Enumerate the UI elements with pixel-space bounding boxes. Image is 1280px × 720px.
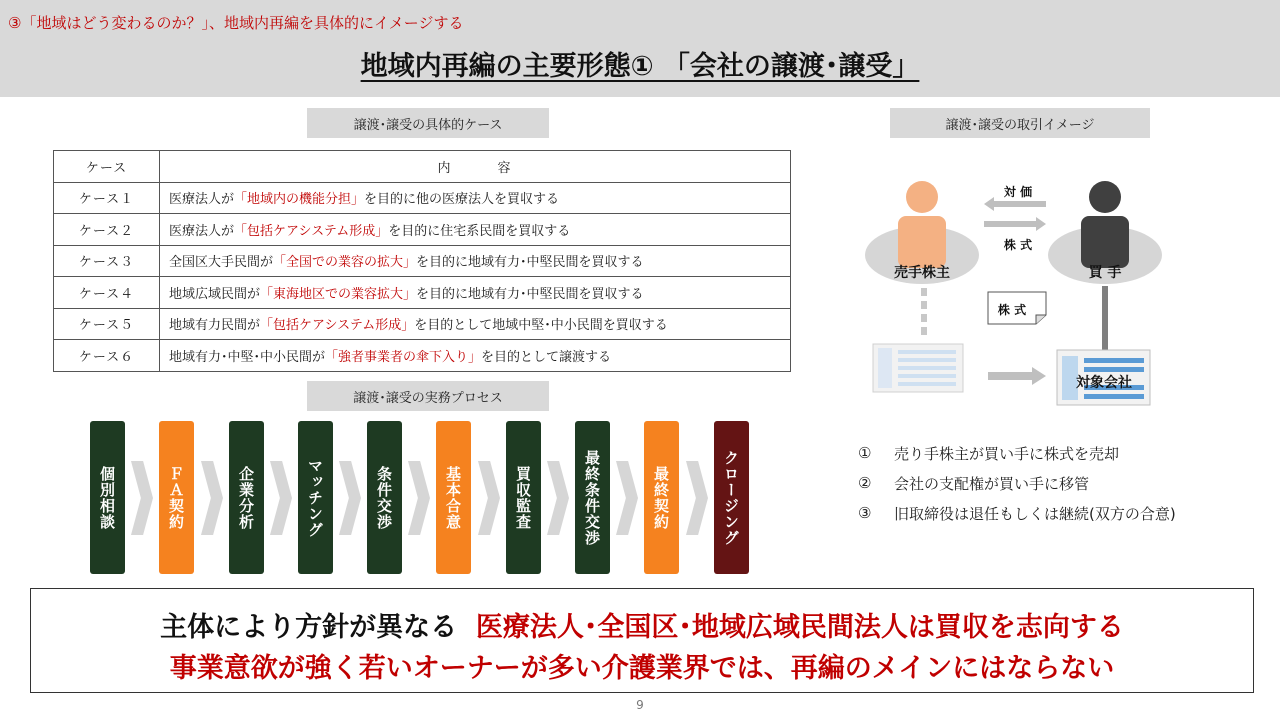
list-item <box>858 438 1176 468</box>
case-label: ケース２ <box>54 214 160 246</box>
case-label: ケース５ <box>54 308 160 340</box>
case-purpose: 「強者事業者の傘下入り」 <box>325 349 482 365</box>
case-content <box>160 245 791 277</box>
process-chevron-icon <box>547 461 569 535</box>
slide-title <box>0 44 1280 83</box>
case-action: を目的に他の医療法人を買収する <box>364 192 560 208</box>
process-step: ＦＡ契約 <box>159 421 194 574</box>
column-header-content: 内 容 <box>160 151 791 183</box>
shares-arrow-icon <box>984 217 1046 231</box>
transaction-diagram <box>850 160 1180 430</box>
target-company-label: 対象会社 <box>1076 375 1132 391</box>
process-chevron-icon <box>408 461 430 535</box>
share-certificate-label: 株 式 <box>997 303 1027 317</box>
process-step: 基本合意 <box>436 421 471 574</box>
transaction-steps-list <box>858 438 1176 528</box>
cases-section-label: 譲渡･譲受の具体的ケース <box>307 108 549 138</box>
process-step: 条件交渉 <box>367 421 402 574</box>
case-purpose: 「包括ケアシステム形成」 <box>260 318 415 334</box>
consideration-arrow-icon <box>984 197 1046 211</box>
case-label: ケース１ <box>54 182 160 214</box>
buyer-ownership-line <box>1102 286 1108 354</box>
case-content <box>160 182 791 214</box>
process-chevron-icon <box>131 461 153 535</box>
table-row <box>54 245 791 277</box>
shares-arrow-label: 株 式 <box>1003 238 1033 252</box>
header-band <box>0 0 1280 97</box>
case-content <box>160 277 791 309</box>
process-step: マッチング <box>298 421 333 574</box>
process-step: 買収監査 <box>506 421 541 574</box>
table-row <box>54 182 791 214</box>
table-row <box>54 277 791 309</box>
conclusion-black-text: 主体により方針が異なる <box>160 612 458 643</box>
buyer-body-icon <box>1081 216 1129 268</box>
case-content <box>160 214 791 246</box>
list-item-number: ② <box>858 474 872 492</box>
conclusion-line-1 <box>31 605 1253 644</box>
seller-label: 売手株主 <box>894 265 950 281</box>
table-row <box>54 214 791 246</box>
process-step: 個別相談 <box>90 421 125 574</box>
process-step: 最終条件交渉 <box>575 421 610 574</box>
list-item-number: ① <box>858 444 872 462</box>
list-item-text: 会社の支配権が買い手に移管 <box>894 474 1090 493</box>
case-purpose: 「東海地区での業容拡大」 <box>260 286 417 302</box>
seller-head-icon <box>906 181 938 213</box>
case-action: を目的に地域有力･中堅民間を買収する <box>416 286 644 302</box>
process-step: クロージング <box>714 421 749 574</box>
seller-body-icon <box>898 216 946 268</box>
transaction-section-label: 譲渡･譲受の取引イメージ <box>890 108 1150 138</box>
conclusion-box <box>30 588 1254 693</box>
process-step: 最終契約 <box>644 421 679 574</box>
list-item <box>858 498 1176 528</box>
process-chevron-icon <box>616 461 638 535</box>
case-label: ケース４ <box>54 277 160 309</box>
transfer-arrow-icon <box>988 367 1046 385</box>
table-row <box>54 308 791 340</box>
cases-table <box>53 150 791 372</box>
case-subject: 地域広域民間が <box>169 286 261 302</box>
case-action: を目的に住宅系民間を買収する <box>388 223 571 239</box>
case-subject: 地域有力民間が <box>169 318 261 334</box>
process-section-label: 譲渡･譲受の実務プロセス <box>307 381 549 411</box>
case-subject: 医療法人が <box>169 192 235 208</box>
former-company-building-icon <box>873 344 963 392</box>
case-content <box>160 308 791 340</box>
process-chevron-icon <box>339 461 361 535</box>
case-action: を目的に地域有力･中堅民間を買収する <box>416 255 644 271</box>
case-subject: 地域有力･中堅･中小民間が <box>169 349 326 365</box>
case-subject: 医療法人が <box>169 223 235 239</box>
slide-title-text: 地域内再編の主要形態① 「会社の譲渡･譲受」 <box>360 51 920 82</box>
process-chevron-icon <box>270 461 292 535</box>
consideration-label: 対 価 <box>1003 185 1033 199</box>
process-chevron-icon <box>201 461 223 535</box>
slide-subtitle: ③「地域はどう変わるのか？」、地域内再編を具体的にイメージする <box>8 14 464 32</box>
list-item-number: ③ <box>858 504 872 522</box>
table-row <box>54 340 791 372</box>
case-action: を目的として地域中堅･中小民間を買収する <box>414 318 668 334</box>
case-label: ケース６ <box>54 340 160 372</box>
buyer-label: 買 手 <box>1088 265 1122 281</box>
process-chevron-icon <box>686 461 708 535</box>
conclusion-red-text: 医療法人･全国区･地域広域民間法人は買収を志向する <box>475 612 1124 643</box>
case-purpose: 「地域内の機能分担」 <box>234 192 365 208</box>
process-chevron-icon <box>478 461 500 535</box>
process-flow <box>90 421 750 574</box>
case-content <box>160 340 791 372</box>
page-number: 9 <box>636 698 644 712</box>
list-item-text: 旧取締役は退任もしくは継続(双方の合意) <box>894 504 1176 523</box>
case-purpose: 「包括ケアシステム形成」 <box>234 223 389 239</box>
column-header-case: ケース <box>54 151 160 183</box>
list-item-text: 売り手株主が買い手に株式を売却 <box>894 444 1120 463</box>
conclusion-line-2: 事業意欲が強く若いオーナーが多い介護業界では、再編のメインにはならない <box>169 653 1115 684</box>
process-step: 企業分析 <box>229 421 264 574</box>
buyer-head-icon <box>1089 181 1121 213</box>
list-item <box>858 468 1176 498</box>
table-header-row <box>54 151 791 183</box>
case-subject: 全国区大手民間が <box>169 255 274 271</box>
case-action: を目的として譲渡する <box>481 349 612 365</box>
case-label: ケース３ <box>54 245 160 277</box>
case-purpose: 「全国での業容の拡大」 <box>273 255 417 271</box>
